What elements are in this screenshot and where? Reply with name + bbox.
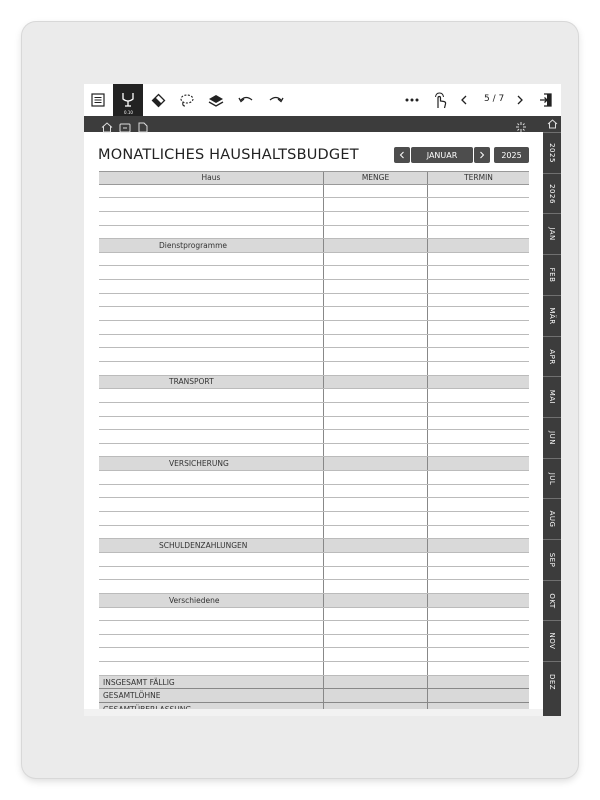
row-label[interactable] bbox=[99, 635, 323, 648]
table-row bbox=[99, 553, 529, 567]
tablet-device bbox=[22, 22, 578, 778]
row-label[interactable] bbox=[99, 185, 323, 198]
due-date-cell[interactable] bbox=[427, 212, 529, 225]
due-date-cell[interactable] bbox=[427, 362, 529, 375]
amount-cell[interactable] bbox=[323, 485, 427, 498]
row-label[interactable] bbox=[99, 348, 323, 361]
amount-cell[interactable] bbox=[323, 280, 427, 293]
due-date-cell[interactable] bbox=[427, 321, 529, 334]
row-label[interactable] bbox=[99, 198, 323, 211]
sidebar-tab-label: MÄR bbox=[548, 307, 556, 325]
row-label[interactable] bbox=[99, 307, 323, 320]
exit-icon[interactable] bbox=[532, 84, 560, 116]
row-label[interactable] bbox=[99, 389, 323, 402]
amount-cell[interactable] bbox=[323, 444, 427, 457]
budget-table bbox=[99, 171, 529, 716]
amount-cell[interactable] bbox=[323, 526, 427, 539]
table-row bbox=[99, 662, 529, 676]
amount-cell[interactable] bbox=[323, 266, 427, 279]
amount-cell[interactable] bbox=[323, 635, 427, 648]
amount-cell[interactable] bbox=[323, 198, 427, 211]
sidebar-tab-label: SEP bbox=[548, 552, 556, 568]
row-label: Verschiedene bbox=[169, 595, 220, 605]
table-row bbox=[99, 280, 529, 294]
year-button[interactable]: 2025 bbox=[494, 147, 529, 163]
table-row bbox=[99, 253, 529, 267]
table-row bbox=[99, 608, 529, 622]
sidebar-tab-feb[interactable] bbox=[543, 254, 561, 294]
row-label: Dienstprogramme bbox=[159, 241, 228, 251]
amount-cell[interactable] bbox=[323, 348, 427, 361]
amount-cell[interactable] bbox=[323, 185, 427, 198]
home-icon[interactable] bbox=[101, 118, 113, 137]
due-date-cell[interactable] bbox=[427, 539, 529, 552]
amount-cell[interactable] bbox=[323, 539, 427, 552]
due-date-cell[interactable] bbox=[427, 689, 529, 702]
table-row bbox=[99, 430, 529, 444]
section-row bbox=[99, 376, 529, 390]
table-row bbox=[99, 294, 529, 308]
amount-cell[interactable] bbox=[323, 580, 427, 593]
table-row bbox=[99, 348, 529, 362]
due-date-cell[interactable] bbox=[427, 498, 529, 511]
due-date-cell[interactable] bbox=[427, 662, 529, 675]
folder-icon[interactable] bbox=[119, 118, 131, 137]
due-date-cell[interactable] bbox=[427, 198, 529, 211]
row-label[interactable] bbox=[99, 526, 323, 539]
list-icon[interactable] bbox=[84, 84, 112, 116]
table-row bbox=[99, 471, 529, 485]
row-label: VERSICHERUNG bbox=[169, 459, 229, 469]
row-label[interactable] bbox=[99, 335, 323, 348]
row-label[interactable] bbox=[99, 648, 323, 661]
due-date-cell[interactable] bbox=[427, 335, 529, 348]
amount-cell[interactable] bbox=[323, 253, 427, 266]
due-date-cell[interactable] bbox=[427, 608, 529, 621]
page-indicator: 5 / 7 bbox=[484, 94, 505, 104]
amount-cell[interactable] bbox=[323, 307, 427, 320]
table-row bbox=[99, 362, 529, 376]
due-date-cell[interactable] bbox=[427, 294, 529, 307]
page-title: MONATLICHES HAUSHALTSBUDGET bbox=[98, 147, 359, 163]
table-row bbox=[99, 648, 529, 662]
sidebar-tab-jun[interactable] bbox=[543, 417, 561, 457]
row-label[interactable] bbox=[99, 444, 323, 457]
prev-page-icon[interactable] bbox=[454, 84, 474, 116]
amount-cell[interactable] bbox=[323, 621, 427, 634]
amount-cell[interactable] bbox=[323, 662, 427, 675]
amount-cell[interactable] bbox=[323, 608, 427, 621]
due-date-cell[interactable] bbox=[427, 648, 529, 661]
sidebar-tab-label: MAI bbox=[548, 389, 556, 405]
amount-cell[interactable] bbox=[323, 417, 427, 430]
table-row bbox=[99, 403, 529, 417]
eraser-icon[interactable] bbox=[144, 84, 172, 116]
table-row bbox=[99, 198, 529, 212]
due-date-cell[interactable] bbox=[427, 307, 529, 320]
due-date-cell[interactable] bbox=[427, 457, 529, 470]
row-label[interactable] bbox=[99, 417, 323, 430]
sparkle-icon[interactable] bbox=[514, 118, 528, 137]
amount-cell[interactable] bbox=[323, 457, 427, 470]
table-row bbox=[99, 580, 529, 594]
month-label[interactable]: JANUAR bbox=[411, 147, 473, 163]
table-row bbox=[99, 526, 529, 540]
row-label[interactable] bbox=[99, 512, 323, 525]
sidebar-tab-jul[interactable] bbox=[543, 458, 561, 498]
row-label[interactable] bbox=[99, 621, 323, 634]
due-date-cell[interactable] bbox=[427, 226, 529, 239]
due-date-cell[interactable] bbox=[427, 266, 529, 279]
amount-cell[interactable] bbox=[323, 294, 427, 307]
table-row bbox=[99, 335, 529, 349]
amount-cell[interactable] bbox=[323, 403, 427, 416]
sidebar-home-icon[interactable] bbox=[543, 116, 561, 132]
sidebar-tab-label: APR bbox=[548, 348, 556, 365]
row-label[interactable] bbox=[99, 430, 323, 443]
total-row bbox=[99, 676, 529, 690]
due-date-cell[interactable] bbox=[427, 512, 529, 525]
row-label[interactable] bbox=[99, 294, 323, 307]
due-date-cell[interactable] bbox=[427, 553, 529, 566]
sidebar-tab-okt[interactable] bbox=[543, 580, 561, 620]
table-header-row bbox=[99, 171, 529, 185]
sidebar-tab-label: 2025 bbox=[548, 143, 556, 163]
table-row bbox=[99, 621, 529, 635]
row-label[interactable] bbox=[99, 662, 323, 675]
due-date-cell[interactable] bbox=[427, 676, 529, 689]
screen bbox=[84, 84, 561, 716]
row-label[interactable] bbox=[99, 567, 323, 580]
row-label[interactable] bbox=[99, 485, 323, 498]
touch-icon[interactable] bbox=[426, 84, 454, 116]
due-date-cell[interactable] bbox=[427, 253, 529, 266]
table-row bbox=[99, 417, 529, 431]
pen-icon[interactable] bbox=[113, 84, 143, 116]
amount-cell[interactable] bbox=[323, 689, 427, 702]
sidebar-tab-label: 2026 bbox=[548, 183, 556, 204]
next-page-icon[interactable] bbox=[510, 84, 530, 116]
due-date-cell[interactable] bbox=[427, 389, 529, 402]
amount-cell[interactable] bbox=[323, 553, 427, 566]
due-date-cell[interactable] bbox=[427, 239, 529, 252]
sidebar-tab-label: JUN bbox=[548, 430, 556, 445]
row-label[interactable] bbox=[99, 403, 323, 416]
row-label: GESAMTLÖHNE bbox=[103, 691, 161, 701]
amount-cell[interactable] bbox=[323, 648, 427, 661]
row-label[interactable] bbox=[99, 321, 323, 334]
sidebar-tab-mai[interactable] bbox=[543, 376, 561, 416]
table-row bbox=[99, 498, 529, 512]
layers-icon[interactable] bbox=[202, 84, 230, 116]
sidebar-tab-nov[interactable] bbox=[543, 620, 561, 660]
row-label[interactable] bbox=[99, 553, 323, 566]
sidebar-tab-label: NOV bbox=[548, 632, 556, 650]
page-icon[interactable] bbox=[138, 118, 148, 137]
due-date-cell[interactable] bbox=[427, 348, 529, 361]
sidebar-tab-label: FEB bbox=[548, 267, 556, 283]
section-row bbox=[99, 457, 529, 471]
sidebar-tab-dez[interactable] bbox=[543, 661, 561, 701]
due-date-cell[interactable] bbox=[427, 567, 529, 580]
amount-cell[interactable] bbox=[323, 498, 427, 511]
bottom-strip bbox=[84, 709, 543, 716]
table-row bbox=[99, 321, 529, 335]
due-date-cell[interactable] bbox=[427, 444, 529, 457]
next-month-button[interactable] bbox=[474, 147, 490, 163]
amount-cell[interactable] bbox=[323, 512, 427, 525]
row-label[interactable] bbox=[99, 608, 323, 621]
table-row bbox=[99, 266, 529, 280]
sidebar-tab-label: JUL bbox=[548, 472, 556, 485]
row-label[interactable] bbox=[99, 253, 323, 266]
redo-icon[interactable] bbox=[262, 84, 290, 116]
row-label: INSGESAMT FÄLLIG bbox=[103, 677, 175, 687]
prev-month-button[interactable] bbox=[394, 147, 410, 163]
sidebar-tab-mär[interactable] bbox=[543, 295, 561, 335]
more-icon[interactable] bbox=[398, 84, 426, 116]
table-row bbox=[99, 485, 529, 499]
row-label[interactable] bbox=[99, 280, 323, 293]
due-date-cell[interactable] bbox=[427, 635, 529, 648]
amount-cell[interactable] bbox=[323, 389, 427, 402]
due-date-cell[interactable] bbox=[427, 580, 529, 593]
sidebar-tab-2025[interactable] bbox=[543, 132, 561, 172]
table-row bbox=[99, 635, 529, 649]
column-header-haus: Haus bbox=[201, 173, 221, 183]
amount-cell[interactable] bbox=[323, 239, 427, 252]
table-row bbox=[99, 389, 529, 403]
amount-cell[interactable] bbox=[323, 430, 427, 443]
sidebar-tab-sep[interactable] bbox=[543, 539, 561, 579]
sidebar-tab-apr[interactable] bbox=[543, 336, 561, 376]
nav-bar bbox=[84, 116, 543, 132]
amount-cell[interactable] bbox=[323, 567, 427, 580]
due-date-cell[interactable] bbox=[427, 376, 529, 389]
table-row bbox=[99, 567, 529, 581]
toolbar bbox=[84, 84, 561, 117]
amount-cell[interactable] bbox=[323, 362, 427, 375]
amount-cell[interactable] bbox=[323, 676, 427, 689]
amount-cell[interactable] bbox=[323, 212, 427, 225]
row-label[interactable] bbox=[99, 498, 323, 511]
row-label[interactable] bbox=[99, 266, 323, 279]
row-label[interactable] bbox=[99, 580, 323, 593]
row-label: SCHULDENZAHLUNGEN bbox=[159, 541, 248, 551]
amount-cell[interactable] bbox=[323, 376, 427, 389]
sidebar-tab-label: OKT bbox=[548, 593, 556, 609]
amount-cell[interactable] bbox=[323, 321, 427, 334]
due-date-cell[interactable] bbox=[427, 430, 529, 443]
amount-cell[interactable] bbox=[323, 226, 427, 239]
table-row bbox=[99, 226, 529, 240]
due-date-cell[interactable] bbox=[427, 185, 529, 198]
due-date-cell[interactable] bbox=[427, 621, 529, 634]
column-header-menge: MENGE bbox=[323, 172, 427, 184]
amount-cell[interactable] bbox=[323, 594, 427, 607]
section-row bbox=[99, 539, 529, 553]
amount-cell[interactable] bbox=[323, 471, 427, 484]
section-row bbox=[99, 594, 529, 608]
sidebar-tab-2026[interactable] bbox=[543, 173, 561, 213]
column-header-termin: TERMIN bbox=[427, 172, 529, 184]
chevron-left-icon bbox=[399, 151, 405, 159]
lasso-icon[interactable] bbox=[173, 84, 201, 116]
table-row bbox=[99, 212, 529, 226]
row-label[interactable] bbox=[99, 471, 323, 484]
chevron-right-icon bbox=[479, 151, 485, 159]
due-date-cell[interactable] bbox=[427, 526, 529, 539]
section-row bbox=[99, 239, 529, 253]
due-date-cell[interactable] bbox=[427, 403, 529, 416]
sidebar-tab-label: DEZ bbox=[548, 674, 556, 691]
due-date-cell[interactable] bbox=[427, 280, 529, 293]
table-row bbox=[99, 307, 529, 321]
row-label[interactable] bbox=[99, 212, 323, 225]
due-date-cell[interactable] bbox=[427, 417, 529, 430]
due-date-cell[interactable] bbox=[427, 594, 529, 607]
pen-size-label: 0.10 bbox=[124, 110, 133, 115]
table-row bbox=[99, 185, 529, 199]
sidebar-tab-label: AUG bbox=[548, 510, 556, 528]
sidebar-tab-jan[interactable] bbox=[543, 213, 561, 253]
row-label[interactable] bbox=[99, 226, 323, 239]
sidebar-tab-aug[interactable] bbox=[543, 498, 561, 538]
row-label: TRANSPORT bbox=[169, 377, 214, 387]
sidebar bbox=[543, 116, 561, 716]
due-date-cell[interactable] bbox=[427, 471, 529, 484]
undo-icon[interactable] bbox=[232, 84, 260, 116]
row-label[interactable] bbox=[99, 362, 323, 375]
amount-cell[interactable] bbox=[323, 335, 427, 348]
table-row bbox=[99, 512, 529, 526]
sidebar-tab-label: JAN bbox=[548, 227, 556, 242]
table-row bbox=[99, 444, 529, 458]
due-date-cell[interactable] bbox=[427, 485, 529, 498]
total-row bbox=[99, 689, 529, 703]
